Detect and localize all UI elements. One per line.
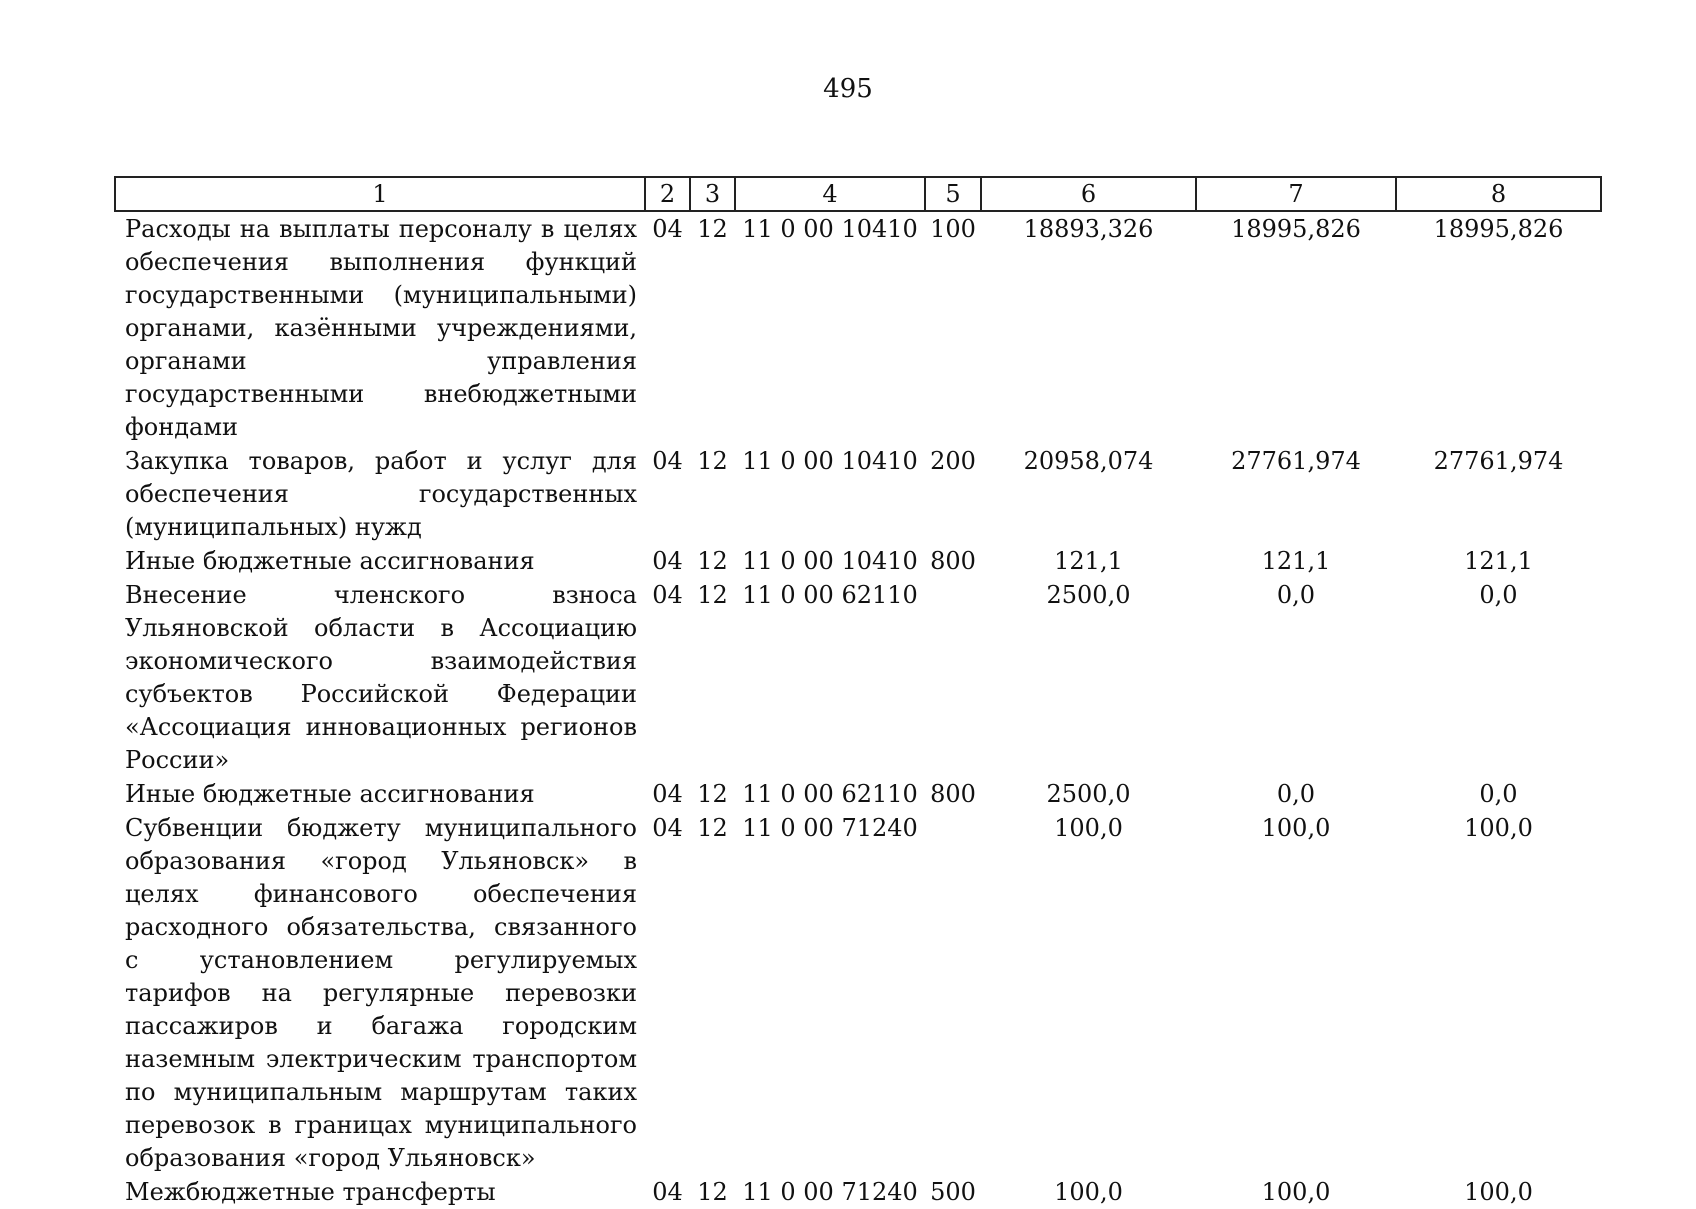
amount-col-8: 121,1	[1464, 547, 1533, 575]
expense-type-code: 800	[930, 547, 976, 575]
subsection-code: 12	[697, 814, 728, 842]
target-article-code: 11 0 00 10410	[742, 215, 918, 243]
section-code: 04	[652, 547, 683, 575]
expense-name: Межбюджетные трансферты	[125, 1178, 496, 1206]
header-cell-8: 8	[1396, 177, 1601, 211]
amount-col-7: 100,0	[1261, 814, 1331, 842]
header-cell-1: 1	[115, 177, 645, 211]
header-row	[115, 177, 1601, 211]
section-code: 04	[652, 581, 683, 609]
target-article-code: 11 0 00 10410	[742, 547, 918, 575]
expense-name: Расходы на выплаты персоналу в целях обеспечения выполнения функций государственными (муниципальными) органами, казёнными учреждениями, органами управления государственными внебюджетными фондами	[125, 215, 637, 441]
amount-col-6: 20958,074	[1023, 447, 1154, 475]
table-row	[115, 578, 1601, 777]
header-cell-5: 5	[925, 177, 981, 211]
amount-col-7: 0,0	[1276, 581, 1316, 609]
section-code: 04	[652, 215, 683, 243]
amount-col-8: 100,0	[1464, 1178, 1533, 1206]
header-cell-6: 6	[981, 177, 1196, 211]
expense-type-code: 500	[930, 1178, 976, 1206]
table-row	[115, 811, 1601, 1175]
amount-col-6: 2500,0	[1046, 581, 1131, 609]
page-number: 495	[823, 74, 873, 104]
subsection-code: 12	[697, 581, 728, 609]
amount-col-6: 18893,326	[1023, 215, 1154, 243]
budget-table	[114, 176, 1602, 1209]
expense-name: Внесение членского взноса Ульяновской области в Ассоциацию экономического взаимодействия субъектов Российской Федерации «Ассоциация инновационных регионов России»	[125, 581, 637, 774]
section-code: 04	[652, 447, 683, 475]
target-article-code: 11 0 00 10410	[742, 447, 918, 475]
target-article-code: 11 0 00 62110	[742, 780, 918, 808]
amount-col-6: 121,1	[1054, 547, 1123, 575]
table-row	[115, 211, 1601, 444]
header-cell-4: 4	[735, 177, 925, 211]
amount-col-7: 100,0	[1261, 1178, 1331, 1206]
header-cell-3: 3	[690, 177, 735, 211]
target-article-code: 11 0 00 62110	[742, 581, 918, 609]
expense-type-code: 100	[930, 215, 976, 243]
expense-name: Иные бюджетные ассигнования	[125, 780, 535, 808]
amount-col-6: 100,0	[1054, 814, 1123, 842]
subsection-code: 12	[697, 780, 728, 808]
amount-col-8: 18995,826	[1433, 215, 1564, 243]
subsection-code: 12	[697, 215, 728, 243]
amount-col-8: 100,0	[1464, 814, 1533, 842]
expense-name: Закупка товаров, работ и услуг для обеспечения государственных (муниципальных) нужд	[125, 447, 637, 541]
target-article-code: 11 0 00 71240	[742, 1178, 918, 1206]
expense-name: Субвенции бюджету муниципального образования «город Ульяновск» в целях финансового обеспечения расходного обязательства, связанного с установлением регулируемых тарифов на регулярные перевозки пассажиров и багажа городским наземным электрическим транспортом по муниципальным маршрутам таких перевозок в границах муниципального образования «город Ульяновск»	[125, 814, 637, 1172]
expense-name: Иные бюджетные ассигнования	[125, 547, 535, 575]
amount-col-8: 27761,974	[1433, 447, 1564, 475]
subsection-code: 12	[697, 447, 728, 475]
section-code: 04	[652, 780, 683, 808]
header-cell-2: 2	[645, 177, 690, 211]
section-code: 04	[652, 814, 683, 842]
amount-col-8: 0,0	[1479, 581, 1518, 609]
table-row	[115, 777, 1601, 811]
amount-col-7: 18995,826	[1231, 215, 1361, 243]
expense-type-code	[925, 578, 981, 777]
amount-col-8: 0,0	[1479, 780, 1518, 808]
amount-col-6: 100,0	[1054, 1178, 1123, 1206]
amount-col-7: 0,0	[1276, 780, 1316, 808]
expense-type-code	[925, 811, 981, 1175]
header-cell-7: 7	[1196, 177, 1396, 211]
subsection-code: 12	[697, 1178, 728, 1206]
section-code: 04	[652, 1178, 683, 1206]
expense-type-code: 800	[930, 780, 976, 808]
expense-type-code: 200	[930, 447, 976, 475]
table-row	[115, 544, 1601, 578]
amount-col-7: 27761,974	[1231, 447, 1361, 475]
target-article-code: 11 0 00 71240	[742, 814, 918, 842]
amount-col-6: 2500,0	[1046, 780, 1131, 808]
table-row	[115, 1175, 1601, 1209]
amount-col-7: 121,1	[1261, 547, 1331, 575]
subsection-code: 12	[697, 547, 728, 575]
table-row	[115, 444, 1601, 544]
